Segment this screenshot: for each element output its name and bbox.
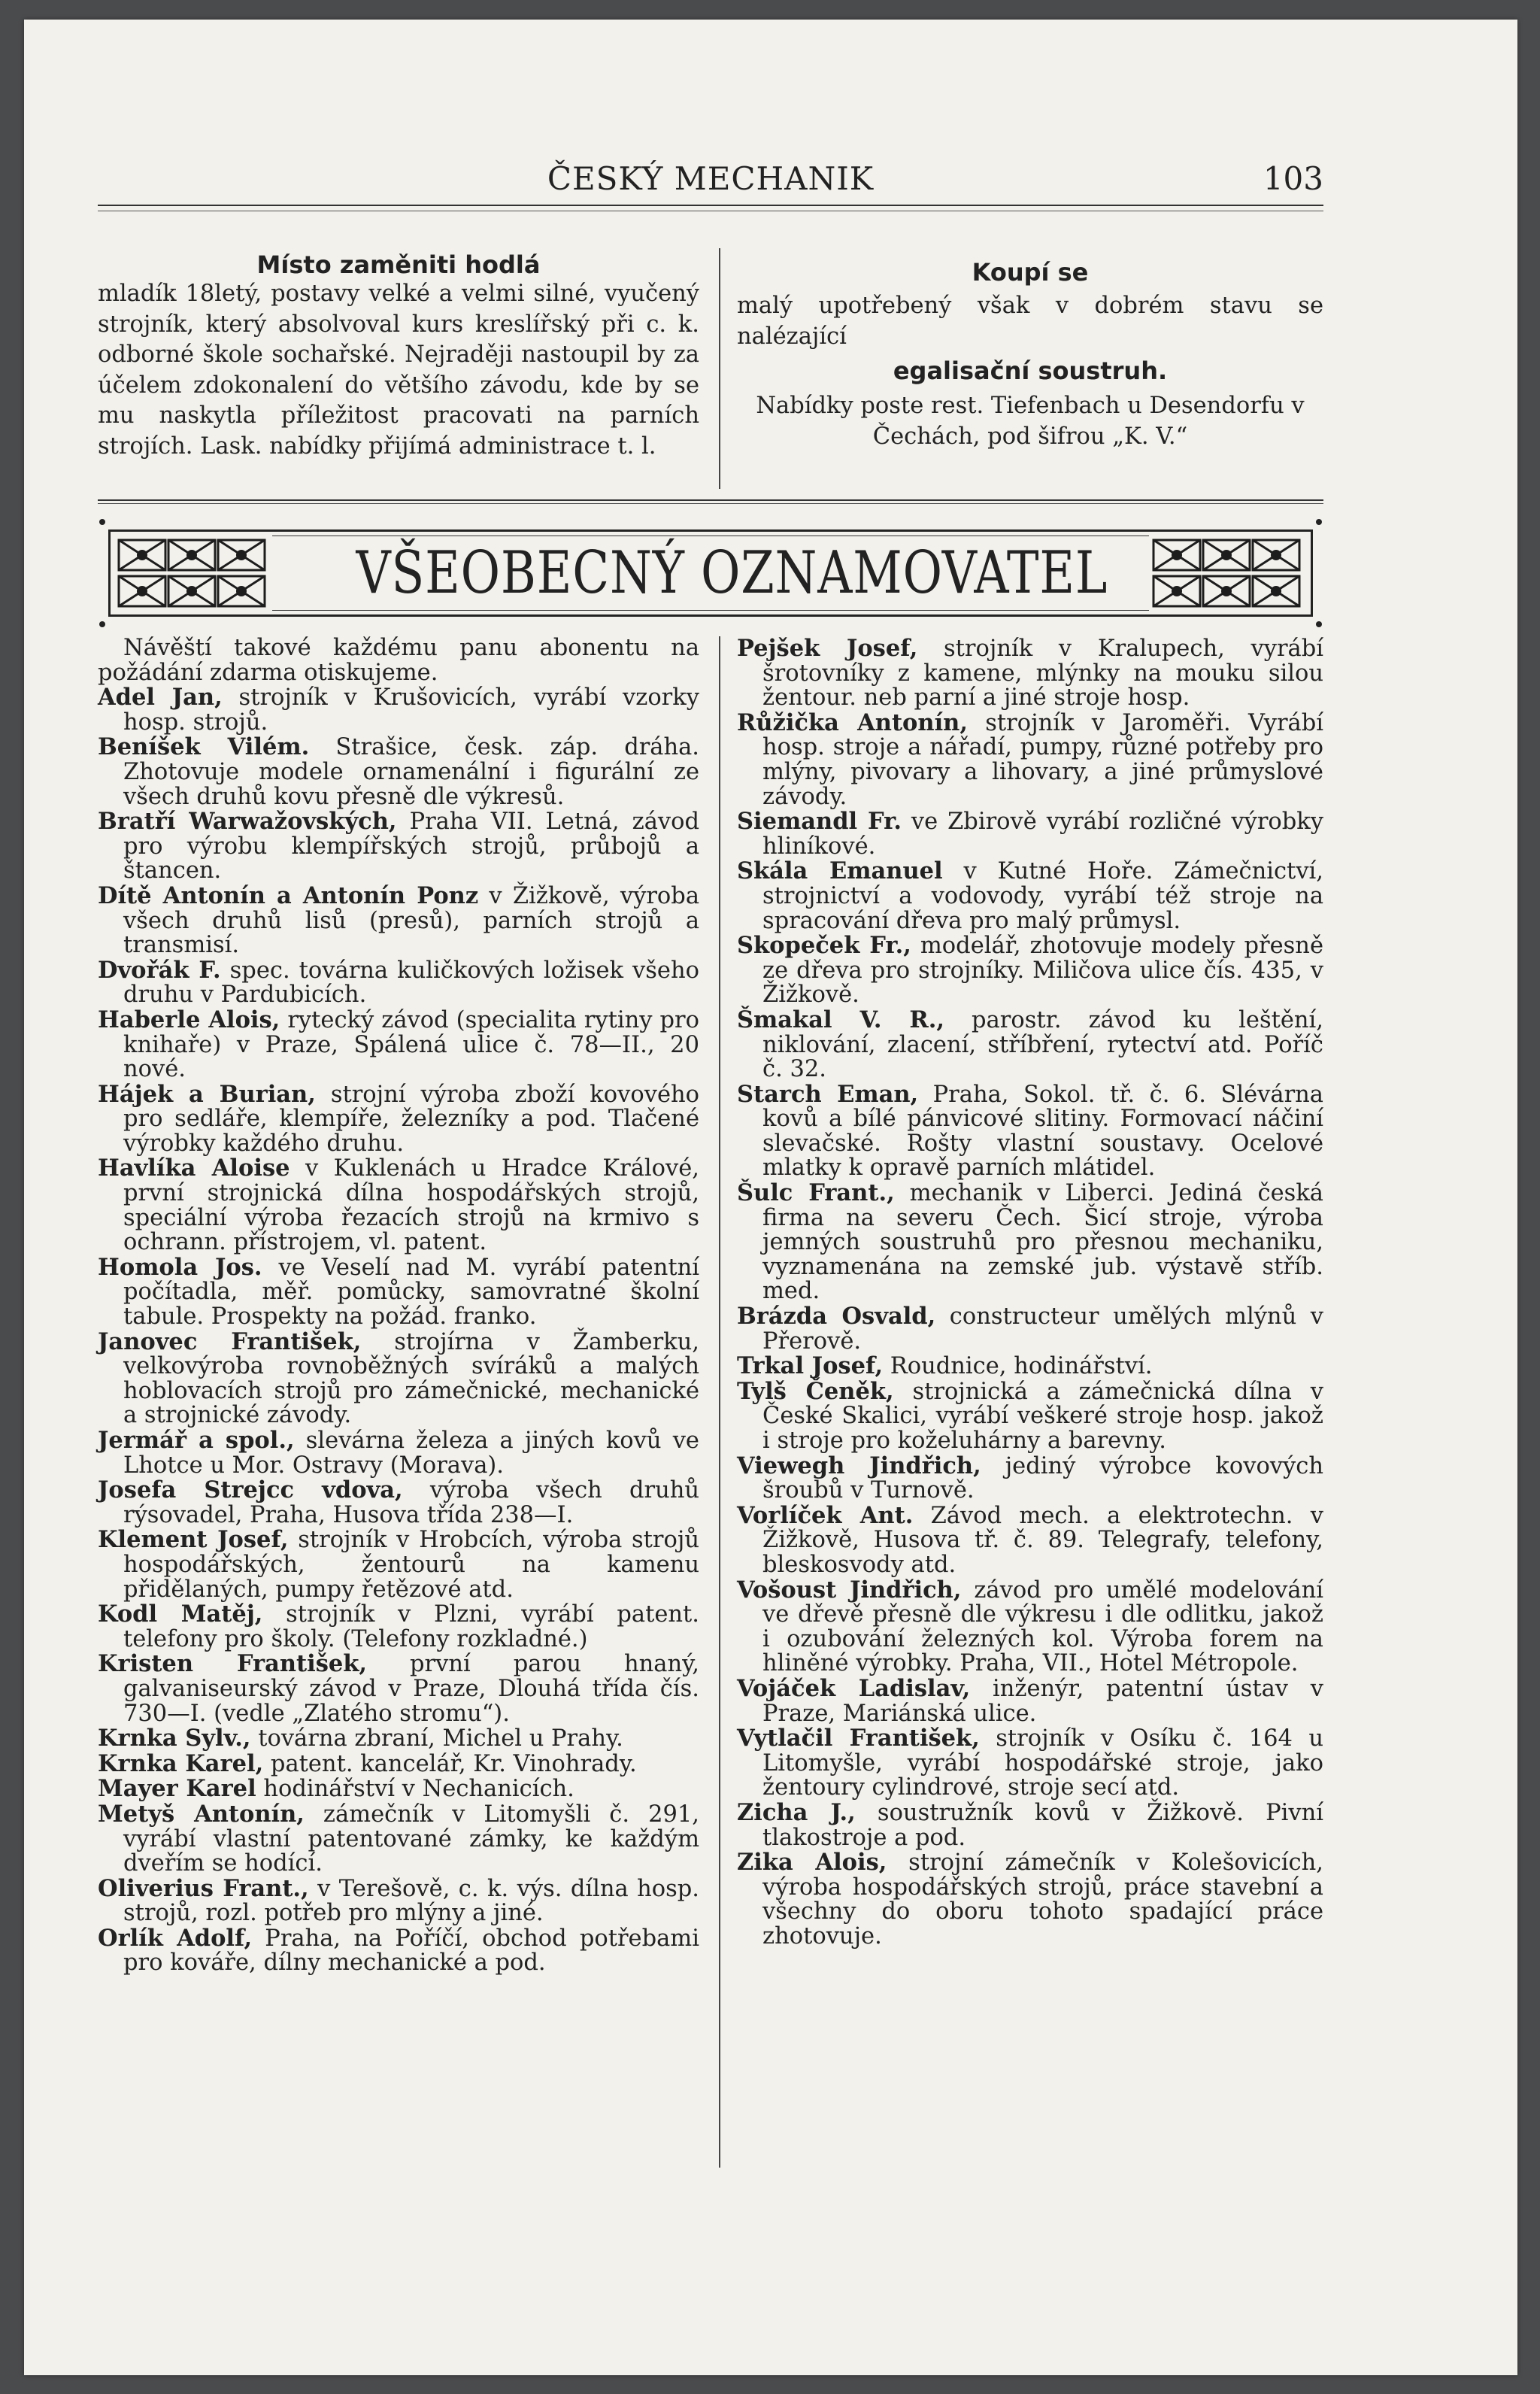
entry-text: Praha, na Poříčí, obchod potřebami pro kováře, dílny mechanické a pod. [123,1925,699,1977]
listing-entry [98,1874,699,1927]
entry-name: Tylš Čeněk, [737,1377,894,1405]
entry-name: Josefa Strejcc vdova, [98,1476,403,1504]
listing-entry [737,809,1323,859]
entry-name: Vorlíček Ant. [737,1501,914,1529]
entry-name: Pejšek Josef, [737,635,918,662]
entry-text: modelář, zhotovuje modely přesně ze dřeva pro strojníky. Miličova ulice čís. 435, v Žižkově. [762,933,1323,1009]
listing-entry [98,1008,699,1082]
entry-name: Skopeček Fr., [737,932,911,960]
listing-left-column [98,636,699,1976]
section-banner [98,519,1323,627]
entry-name: Homola Jos. [98,1253,262,1281]
entry-text: strojník v Plzni, vyrábí patent. telefony pro školy. (Telefony rozkladné.) [123,1601,699,1652]
entry-name: Orlík Adolf, [98,1924,253,1952]
entry-name: Krnka Karel, [98,1749,264,1777]
entry-text: výroba všech druhů rýsovadel, Praha, Husova třída 238—I. [123,1477,699,1528]
entry-text: jediný výrobce kovových šroubů v Turnově. [762,1452,1323,1504]
ad-right-item: egalisační soustruh. [893,357,1168,385]
entry-text: spec. továrna kuličkových ložisek všeho druhu v Pardubicích. [123,957,699,1009]
listing-entry [98,1726,699,1752]
listing-entry [737,1850,1323,1949]
entry-text: rytecký závod (specialita rytiny pro knihaře) v Praze, Spálená ulice č. 78—II., 20 nové. [123,1006,699,1083]
listing-entry [98,1652,699,1726]
listing-column-divider [719,636,720,2168]
entry-text: v Terešově, c. k. výs. dílna hosp. strojů, rozl. potřeb pro mlýny a jiné. [123,1875,699,1927]
listing-entry [737,636,1323,711]
entry-name: Vojáček Ladislav, [737,1674,971,1702]
entry-name: Vytlačil František, [737,1725,980,1752]
entry-text: strojník v Jaroměři. Vyrábí hosp. stroje a nářadí, pumpy, různé potřeby pro mlýny, pivovary a lihovary, a jiné průmyslové závody. [762,709,1324,810]
page-number: 103 [1263,160,1323,197]
listing-entry [737,1379,1323,1454]
entry-text: soustružník kovů v Žižkově. Pivní tlakostroje a pod. [762,1799,1323,1851]
entry-name: Trkal Josef, [737,1352,884,1380]
listing-entry [737,1798,1323,1851]
listing-intro: Návěští takové každému panu abonentu na požádání zdarma otiskujeme. [98,635,699,686]
entry-text: Praha VII. Letná, závod pro výrobu klempířských strojů, průbojů a štancen. [123,809,700,884]
listing-entry [98,735,699,809]
listing-entry [737,1082,1323,1181]
running-header [98,154,1323,199]
ad-right-body: malý upotřebený však v dobrém stavu se nalézající [737,293,1323,350]
entry-text: strojník v Osíku č. 164 u Litomyšle, vyrábí hospodářské stroje, jako žentoury cylindrové, stroje secí atd. [762,1725,1323,1801]
listing-entry [737,1181,1323,1304]
entry-text: parostr. závod ku leštění, niklování, zlacení, stříbření, rytectví atd. Poříč č. 32. [762,1006,1323,1083]
entry-text: první parou hnaný, galvaniseurský závod v Praze, Dlouhá třída čís. 730—I. (vedle „Zlatého stromu“). [123,1651,700,1727]
entry-name: Haberle Alois, [98,1006,280,1033]
entry-text: strojník v Kralupech, vyrábí šrotovníky z kamene, mlýnky na mouku silou žentour. neb parní a jiné stroje hosp. [762,636,1323,712]
entry-name: Jermář a spol., [98,1427,295,1454]
listing-entry [98,1156,699,1255]
listing-entry [737,1454,1323,1503]
listing-entry [737,859,1323,933]
ad-left-body: mladík 18letý, postavy velké a velmi silné, vyučený strojník, který absolvoval kurs kreslířský při c. k. odborné škole sochařské. Nejraději nastoupil by za účelem zdokonalení do většího závodu, kde by se mu naskytla příležitost pracovati na parních strojích. Lask. nabídky přijímá administrace t. l. [98,281,699,460]
listing-entry [737,1503,1323,1578]
entry-name: Viewegh Jindřich, [737,1452,981,1479]
listing-entry [737,933,1323,1008]
ad-left [98,250,699,462]
ornament-left-icon [114,536,272,611]
entry-text: Praha, Sokol. tř. č. 6. Slévárna kovů a bílé pánvicové slitiny. Formovací náčiní slevačské. Rošty vlastní soustavy. Ocelové mlatky k opravě parních mlátidel. [762,1081,1323,1182]
entry-text: Závod mech. a elektrotechn. v Žižkově, Husova tř. č. 89. Telegrafy, telefony, bleskosvody atd. [762,1502,1323,1578]
entry-name: Šulc Frant., [737,1179,895,1207]
listing-entry [98,685,699,735]
listing-entry [737,708,1324,810]
listing-entry [98,1428,699,1478]
listing-entry [737,1676,1323,1726]
journal-title: ČESKÝ MECHANIK [547,160,875,197]
listing-right-list [737,636,1323,1949]
ad-right [737,258,1323,452]
listing-entry [98,881,699,959]
listing-entry [98,1749,699,1777]
entry-name: Šmakal V. R., [737,1006,944,1033]
listing-entry [98,1255,699,1330]
entry-name: Kodl Matěj, [98,1601,263,1628]
listing-entry [98,1528,699,1602]
entry-text: Strašice, česk. záp. dráha. Zhotovuje modele ornamenální i figurální ze všech druhů kovu přesně dle výkresů. [123,734,699,810]
entry-name: Havlíka Aloise [98,1155,290,1182]
listing-left-list [98,685,699,1976]
entry-text: strojní zámečník v Kolešovicích, výroba hospodářských strojů, práce stavební a všechny do oboru tohoto spadající práce zhotovuje. [762,1849,1323,1949]
entry-text: strojnická a zámečnická dílna v České Skalici, vyrábí veškeré stroje hosp. jakož i stroje pro koželuhárny a barevny. [762,1378,1323,1454]
entry-text: strojník v Hrobcích, výroba strojů hospodářských, žentourů na kamenu přidělaných, pumpy řetězové atd. [123,1527,699,1603]
entry-text: závod pro umělé modelování ve dřevě přesně dle výkresu i dle odlitku, jakož i ozubování železných kol. Výroba forem na hliněné výrobky. Praha, VII., Hotel Métropole. [762,1576,1323,1677]
listing-entry [98,1327,699,1429]
entry-text: továrna zbraní, Michel u Prahy. [258,1725,623,1752]
entry-name: Metyš Antonín, [98,1800,305,1828]
entry-name: Dítě Antonín a Antonín Ponz [98,881,479,909]
listing-entry [737,1354,1323,1379]
listing-entry [98,958,699,1008]
entry-text: strojírna v Žamberku, velkovýroba rovnoběžných svíráků a malých hoblovacích strojů pro zámečnické, mechanické a strojnické závody. [123,1328,699,1429]
entry-text: constructeur umělých mlýnů v Přerově. [762,1303,1323,1355]
entry-name: Kristen František, [98,1650,368,1678]
listing-entry [98,809,699,884]
listing-entry [98,1602,699,1652]
entry-text: slevárna železa a jiných kovů ve Lhotce u Mor. Ostravy (Morava). [123,1428,699,1479]
ad-right-heading: Koupí se [972,258,1089,287]
entry-name: Zika Alois, [737,1849,887,1877]
entry-text: ve Zbirově vyrábí rozličné výrobky hliníkové. [762,809,1324,860]
listing-entry [98,1082,699,1157]
entry-name: Klement Josef, [98,1526,289,1554]
ad-left-heading: Místo zaměniti hodlá [256,250,541,279]
entry-name: Hájek a Burian, [98,1080,316,1108]
entry-name: Beníšek Vilém. [98,733,310,761]
listing-entry [737,1726,1323,1801]
entry-name: Brázda Osvald, [737,1303,936,1331]
ads-bottom-rule [98,499,1323,504]
entry-name: Oliverius Frant., [98,1874,309,1902]
entry-name: Adel Jan, [98,684,223,712]
listing-entry [98,1478,699,1528]
entry-text: hodinářství v Nechanicích. [263,1776,574,1803]
entry-name: Starch Eman, [737,1080,919,1108]
entry-name: Dvořák F. [98,956,221,984]
entry-text: inženýr, patentní ústav v Praze, Mariánská ulice. [762,1675,1323,1727]
listing-entry [737,1578,1323,1676]
entry-name: Zicha J., [737,1798,856,1826]
entry-text: v Kuklenách u Hradce Králové, první strojnická dílna hospodářských strojů, speciální výroba řezacích strojů na krmivo s ochrann. přístrojem, vl. patent. [123,1155,699,1256]
listing-entry [737,1008,1323,1082]
entry-name: Bratří Warwažovských, [98,808,397,836]
entry-text: mechanik v Liberci. Jediná česká firma na severu Čech. Šicí stroje, výroba jemných soustruhů pro přesnou mechaniku, vyznamenána na zemské jub. výstavě stříb. med. [762,1180,1323,1305]
listing-right-column [737,636,1323,1949]
entry-text: zámečník v Litomyšli č. 291, vyrábí vlastní patentované zámky, ke každým dveřím se hodící. [123,1801,699,1877]
entry-name: Siemandl Fr. [737,808,902,836]
banner-title: VŠEOBECNÝ OZNAMOVATEL [356,539,1108,607]
entry-text: strojník v Krušovicích, vyrábí vzorky hosp. strojů. [123,684,699,736]
entry-text: v Žižkově, výroba všech druhů lisů (presů), parních strojů a transmisí. [123,882,699,959]
entry-name: Růžička Antonín, [737,708,968,736]
entry-text: strojní výroba zboží kovového pro sedláře, klempíře, železníky a pod. Tlačené výrobky každého druhu. [123,1081,700,1157]
listing-entry [737,1304,1323,1354]
entry-text: patent. kancelář, Kr. Vinohrady. [270,1750,637,1777]
entry-text: Roudnice, hodinářství. [890,1353,1153,1380]
listing-entry [98,1926,699,1976]
ad-column-divider [719,248,720,489]
listing-entry [98,1777,699,1802]
header-rule [98,205,1323,211]
entry-name: Skála Emanuel [737,857,943,885]
ornament-right-icon [1149,536,1307,611]
entry-name: Krnka Sylv., [98,1725,251,1752]
entry-name: Janovec František, [98,1327,362,1355]
entry-name: Mayer Karel [98,1775,256,1803]
ad-right-offer: Nabídky poste rest. Tiefenbach u Desendorfu v Čechách, pod šifrou „K. V.“ [756,393,1305,450]
entry-name: Vošoust Jindřich, [737,1576,962,1604]
entry-text: ve Veselí nad M. vyrábí patentní počítadla, měř. pomůcky, samovratné školní tabule. Prospekty na požád. franko. [123,1254,699,1331]
listing-entry [98,1802,699,1877]
entry-text: v Kutné Hoře. Zámečnictví, strojnictví a vodovody, vyrábí též stroje na spracování dřeva pro malý průmysl. [762,858,1323,934]
